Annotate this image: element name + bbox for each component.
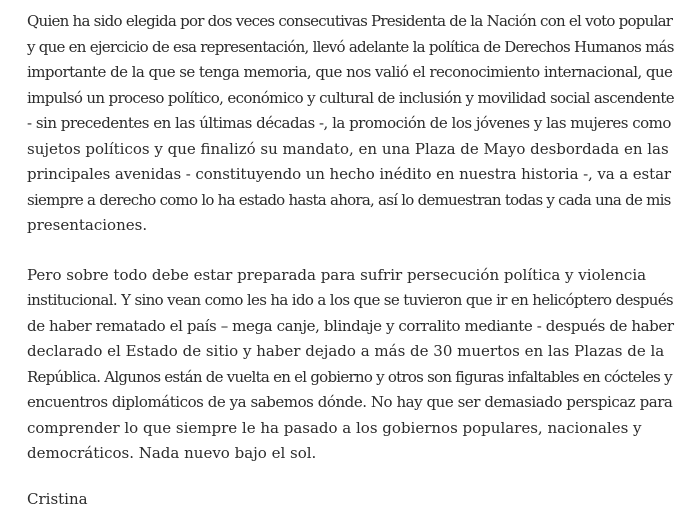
- text-line: presentaciones.: [27, 216, 148, 234]
- text-line: de haber rematado el país – mega canje, blindaje y corralito mediante - después de haber: [27, 316, 674, 335]
- text-line: impulsó un proceso político, económico y cultural de inclusión y movilidad social ascendente: [27, 88, 675, 107]
- text-line: democráticos. Nada nuevo bajo el sol.: [27, 444, 317, 462]
- text-line: Quien ha sido elegida por dos veces consecutivas Presidenta de la Nación con el voto popular: [27, 12, 673, 30]
- text-line: siempre a derecho como lo ha estado hasta ahora, así lo demuestran todas y cada una de mis: [27, 190, 671, 209]
- text-line: declarado el Estado de sitio y haber dejado a más de 30 muertos en las Plazas de la: [27, 342, 665, 360]
- text-line: comprender lo que siempre le ha pasado a los gobiernos populares, nacionales y: [27, 418, 642, 437]
- text-line: y que en ejercicio de esa representación, llevó adelante la política de Derechos Humanos más: [27, 37, 674, 56]
- text-line: importante de la que se tenga memoria, que nos valió el reconocimiento internacional, que: [27, 63, 673, 81]
- text-line: sujetos políticos y que finalizó su mandato, en una Plaza de Mayo desbordada en las: [27, 139, 669, 158]
- paragraph-2: [27, 263, 674, 467]
- paragraph-1: [27, 9, 675, 239]
- text-line: institucional. Y sino vean como les ha ido a los que se tuvieron que ir en helicóptero después: [27, 291, 673, 309]
- text-line: República. Algunos están de vuelta en el gobierno y otros son figuras infaltables en cócteles y: [27, 367, 672, 386]
- text-line: encuentros diplomáticos de ya sabemos dónde. No hay que ser demasiado perspicaz para: [27, 393, 673, 411]
- signature: Cristina: [27, 489, 88, 508]
- text-line: principales avenidas - constituyendo un hecho inédito en nuestra historia -, va a estar: [27, 165, 671, 183]
- text-line: - sin precedentes en las últimas décadas -, la promoción de los jóvenes y las mujeres como: [27, 114, 671, 132]
- text-line: Pero sobre todo debe estar preparada para sufrir persecución política y violencia: [27, 265, 647, 284]
